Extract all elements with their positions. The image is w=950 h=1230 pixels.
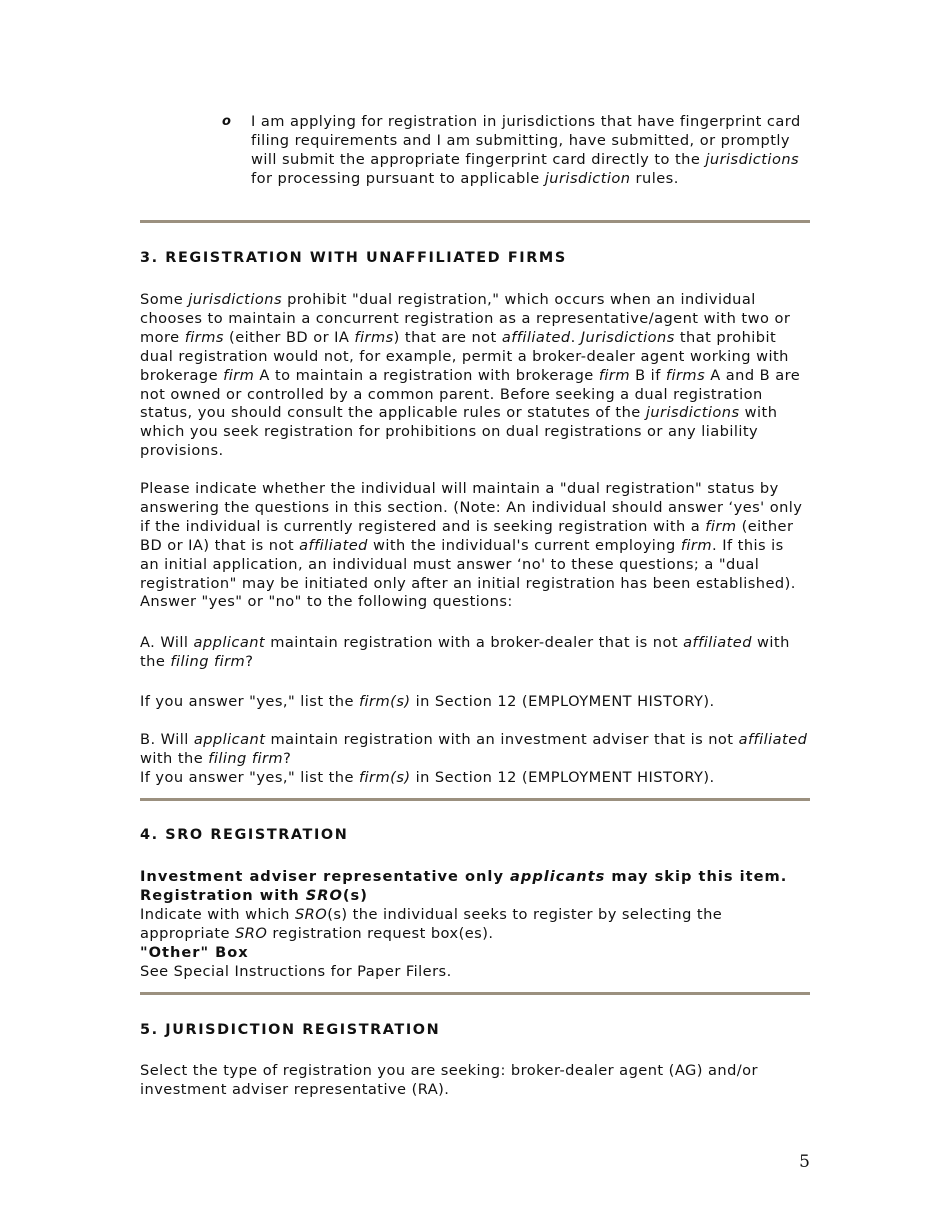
s3-paragraph-2 xyxy=(140,480,812,612)
section-3-heading: 3. REGISTRATION WITH UNAFFILIATED FIRMS xyxy=(140,250,567,266)
s3-question-a-followup xyxy=(140,693,812,712)
s4-body xyxy=(140,868,812,981)
text-line: Select the type of registration you are seeking: broker-dealer agent (AG) and/or xyxy=(140,1062,758,1079)
text-line: with the filing firm? xyxy=(140,749,292,767)
text-line: A. Will applicant maintain registration with a broker-dealer that is not affiliated with xyxy=(140,634,790,651)
text-line: investment adviser representative (RA). xyxy=(140,1080,450,1098)
text-line: not owned or controlled by a common parent. Before seeking a dual registration xyxy=(140,385,763,403)
text-line: the filing firm? xyxy=(140,652,254,670)
skip-notice: Investment adviser representative only applicants may skip this item. xyxy=(140,868,788,885)
bullet-line: for processing pursuant to applicable jurisdiction rules. xyxy=(251,169,679,187)
s5-paragraph xyxy=(140,1062,812,1100)
bullet-line: filing requirements and I am submitting, have submitted, or promptly xyxy=(251,131,790,149)
s3-paragraph-1 xyxy=(140,291,812,461)
text-line: answering the questions in this section. (Note: An individual should answer ‘yes' only xyxy=(140,498,803,516)
text-line: BD or IA) that is not affiliated with the individual's current employing firm. If this is xyxy=(140,536,784,554)
s3-question-a xyxy=(140,634,812,672)
text-line: chooses to maintain a concurrent registration as a representative/agent with two or xyxy=(140,309,791,327)
text-line: Indicate with which SRO(s) the individual seeks to register by selecting the xyxy=(140,905,723,923)
bullet-line: I am applying for registration in jurisdictions that have fingerprint card xyxy=(251,113,801,130)
section-divider xyxy=(140,992,810,995)
text-line: B. Will applicant maintain registration with an investment adviser that is not affiliated xyxy=(140,731,808,748)
text-line: Answer "yes" or "no" to the following questions: xyxy=(140,593,513,611)
text-line: status, you should consult the applicable rules or statutes of the jurisdictions with xyxy=(140,404,778,422)
text-line: If you answer "yes," list the firm(s) in Section 12 (EMPLOYMENT HISTORY). xyxy=(140,768,715,786)
text-line: If you answer "yes," list the firm(s) in Section 12 (EMPLOYMENT HISTORY). xyxy=(140,693,715,710)
section-4-heading: 4. SRO REGISTRATION xyxy=(140,827,349,843)
text-line: appropriate SRO registration request box(es). xyxy=(140,924,494,942)
s3-question-b xyxy=(140,731,812,788)
text-line: dual registration would not, for example, permit a broker-dealer agent working with xyxy=(140,347,789,365)
paper-filers-note: See Special Instructions for Paper Filers. xyxy=(140,962,452,980)
sro-subheading: Registration with SRO(s) xyxy=(140,886,368,904)
bullet-text xyxy=(251,113,816,189)
text-line: an initial application, an individual must answer ‘no' to these questions; a "dual xyxy=(140,555,760,573)
text-line: Please indicate whether the individual will maintain a "dual registration" status by xyxy=(140,480,779,497)
text-line: Some jurisdictions prohibit "dual registration," which occurs when an individual xyxy=(140,291,756,308)
text-line: provisions. xyxy=(140,442,224,460)
page-number: 5 xyxy=(799,1152,810,1172)
text-line: brokerage firm A to maintain a registration with brokerage firm B if firms A and B are xyxy=(140,366,801,384)
bullet-icon: o xyxy=(222,114,232,129)
text-line: if the individual is currently registered and is seeking registration with a firm (either xyxy=(140,517,794,535)
section-divider xyxy=(140,798,810,801)
section-5-heading: 5. JURISDICTION REGISTRATION xyxy=(140,1022,441,1038)
other-box-subheading: "Other" Box xyxy=(140,943,249,961)
section-divider xyxy=(140,220,810,223)
bullet-line: will submit the appropriate fingerprint card directly to the jurisdictions xyxy=(251,150,800,168)
text-line: registration" may be initiated only after an initial registration has been established). xyxy=(140,574,796,592)
text-line: which you seek registration for prohibitions on dual registrations or any liability xyxy=(140,423,759,441)
text-line: more firms (either BD or IA firms) that are not affiliated. Jurisdictions that prohibit xyxy=(140,328,777,346)
sro-instructions xyxy=(140,906,812,944)
